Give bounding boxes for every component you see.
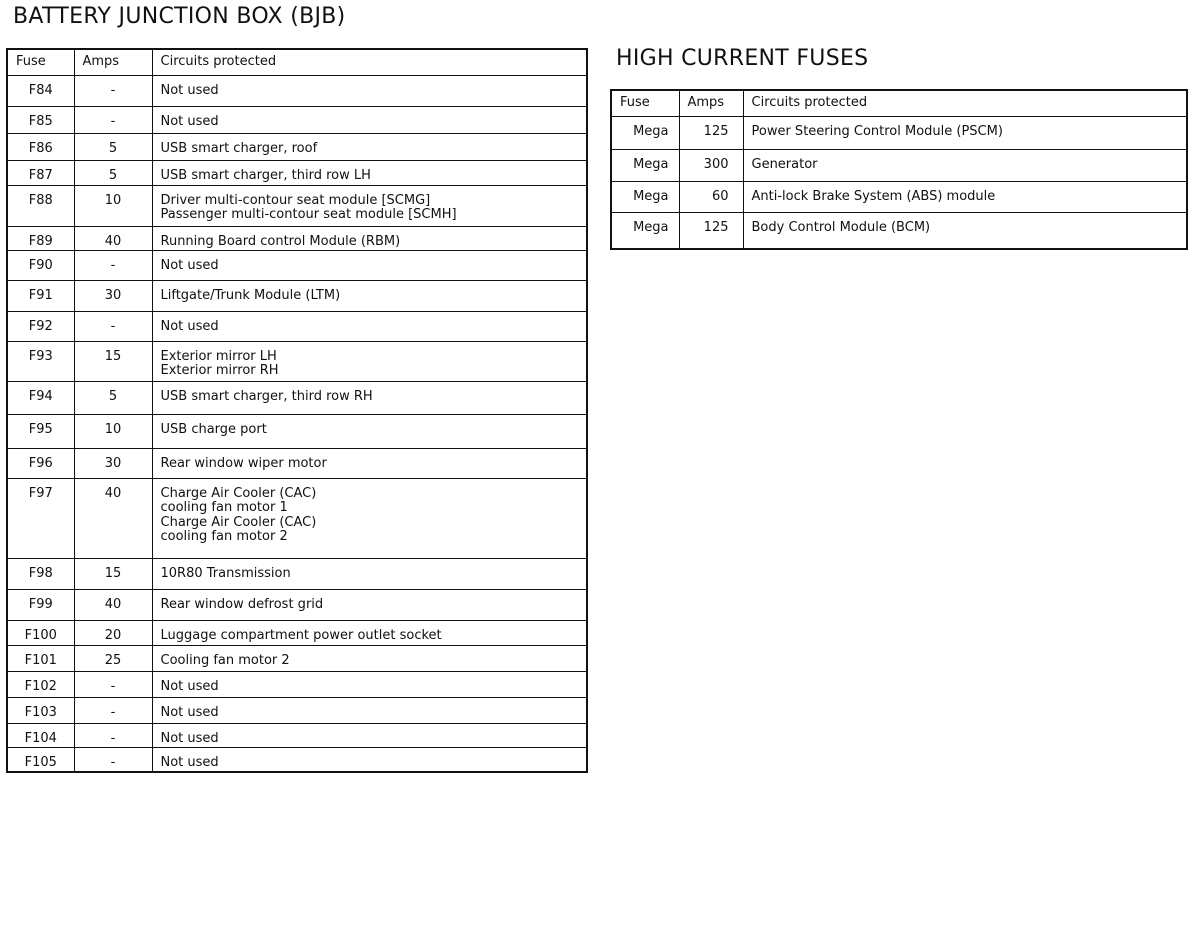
column-header-circuits: Circuits protected <box>152 49 587 75</box>
amps-value: 25 <box>74 645 152 671</box>
bjb-fuse-table <box>6 48 588 773</box>
amps-value: - <box>74 723 152 747</box>
table-row <box>7 620 587 645</box>
high-current-fuse-table <box>610 89 1188 250</box>
circuit-description: Not used <box>152 747 587 772</box>
table-row <box>7 280 587 311</box>
circuit-description: 10R80 Transmission <box>152 558 587 589</box>
fuse-number: F99 <box>7 589 74 620</box>
table-row <box>7 106 587 133</box>
circuit-description: Charge Air Cooler (CAC) cooling fan motor 1 Charge Air Cooler (CAC) cooling fan motor 2 <box>152 478 587 558</box>
fuse-number: Mega <box>611 149 679 181</box>
fuse-number: F86 <box>7 133 74 160</box>
fuse-number: Mega <box>611 116 679 149</box>
fuse-number: F85 <box>7 106 74 133</box>
circuit-description: USB charge port <box>152 414 587 448</box>
amps-value: 20 <box>74 620 152 645</box>
amps-value: 300 <box>679 149 743 181</box>
circuit-description: Not used <box>152 671 587 697</box>
fuse-number: F84 <box>7 75 74 106</box>
table-row <box>7 75 587 106</box>
fuse-number: F94 <box>7 381 74 414</box>
column-header-fuse: Fuse <box>7 49 74 75</box>
table-row <box>7 185 587 226</box>
fuse-number: F91 <box>7 280 74 311</box>
circuit-description: Cooling fan motor 2 <box>152 645 587 671</box>
amps-value: - <box>74 75 152 106</box>
amps-value: 5 <box>74 133 152 160</box>
table-row <box>7 226 587 250</box>
circuit-description: Generator <box>743 149 1187 181</box>
amps-value: 10 <box>74 414 152 448</box>
amps-value: 60 <box>679 181 743 212</box>
fuse-number: F96 <box>7 448 74 478</box>
amps-value: 30 <box>74 448 152 478</box>
fuse-number: F98 <box>7 558 74 589</box>
fuse-number: F103 <box>7 697 74 723</box>
amps-value: 40 <box>74 226 152 250</box>
circuit-description: Liftgate/Trunk Module (LTM) <box>152 280 587 311</box>
circuit-description: Not used <box>152 311 587 341</box>
circuit-description: Luggage compartment power outlet socket <box>152 620 587 645</box>
table-row <box>611 149 1187 181</box>
amps-value: - <box>74 250 152 280</box>
column-header-fuse: Fuse <box>611 90 679 116</box>
circuit-description: Exterior mirror LH Exterior mirror RH <box>152 341 587 381</box>
amps-value: 15 <box>74 341 152 381</box>
fuse-number: F87 <box>7 160 74 185</box>
circuit-description: Not used <box>152 106 587 133</box>
circuit-description: USB smart charger, third row RH <box>152 381 587 414</box>
amps-value: - <box>74 671 152 697</box>
circuit-description: Running Board control Module (RBM) <box>152 226 587 250</box>
fuse-number: F89 <box>7 226 74 250</box>
circuit-description: Driver multi-contour seat module [SCMG] Passenger multi-contour seat module [SCMH] <box>152 185 587 226</box>
fuse-number: F105 <box>7 747 74 772</box>
table-row <box>7 381 587 414</box>
column-header-circuits: Circuits protected <box>743 90 1187 116</box>
table-row <box>611 116 1187 149</box>
amps-value: 40 <box>74 589 152 620</box>
table-row <box>7 558 587 589</box>
table-row <box>7 671 587 697</box>
fuse-number: F88 <box>7 185 74 226</box>
table-row <box>7 341 587 381</box>
table-row <box>7 697 587 723</box>
table-row <box>7 414 587 448</box>
fuse-number: F104 <box>7 723 74 747</box>
amps-value: 125 <box>679 116 743 149</box>
amps-value: - <box>74 106 152 133</box>
fuse-number: F100 <box>7 620 74 645</box>
circuit-description: Body Control Module (BCM) <box>743 212 1187 249</box>
circuit-description: Not used <box>152 75 587 106</box>
fuse-number: F93 <box>7 341 74 381</box>
amps-value: 5 <box>74 160 152 185</box>
fuse-number: F92 <box>7 311 74 341</box>
table-row <box>7 589 587 620</box>
table-row <box>7 133 587 160</box>
circuit-description: Rear window wiper motor <box>152 448 587 478</box>
circuit-description: Not used <box>152 723 587 747</box>
amps-value: - <box>74 697 152 723</box>
amps-value: - <box>74 311 152 341</box>
circuit-description: Anti-lock Brake System (ABS) module <box>743 181 1187 212</box>
column-header-amps: Amps <box>679 90 743 116</box>
table-row <box>611 181 1187 212</box>
amps-value: 10 <box>74 185 152 226</box>
fuse-number: F90 <box>7 250 74 280</box>
table-row <box>7 478 587 558</box>
amps-value: 30 <box>74 280 152 311</box>
table-row <box>7 250 587 280</box>
table-row <box>7 160 587 185</box>
fuse-number: F102 <box>7 671 74 697</box>
high-current-title: HIGH CURRENT FUSES <box>616 46 869 71</box>
amps-value: - <box>74 747 152 772</box>
circuit-description: Power Steering Control Module (PSCM) <box>743 116 1187 149</box>
fuse-number: Mega <box>611 181 679 212</box>
table-row <box>7 723 587 747</box>
amps-value: 15 <box>74 558 152 589</box>
table-row <box>7 645 587 671</box>
circuit-description: Not used <box>152 697 587 723</box>
circuit-description: USB smart charger, third row LH <box>152 160 587 185</box>
table-row <box>7 747 587 772</box>
fuse-number: F95 <box>7 414 74 448</box>
fuse-number: Mega <box>611 212 679 249</box>
table-row <box>7 448 587 478</box>
table-row <box>7 311 587 341</box>
bjb-title: BATTERY JUNCTION BOX (BJB) <box>13 4 346 29</box>
amps-value: 125 <box>679 212 743 249</box>
table-header-row <box>611 90 1187 116</box>
column-header-amps: Amps <box>74 49 152 75</box>
circuit-description: Rear window defrost grid <box>152 589 587 620</box>
table-row <box>611 212 1187 249</box>
fuse-number: F101 <box>7 645 74 671</box>
amps-value: 40 <box>74 478 152 558</box>
circuit-description: USB smart charger, roof <box>152 133 587 160</box>
fuse-number: F97 <box>7 478 74 558</box>
circuit-description: Not used <box>152 250 587 280</box>
table-header-row <box>7 49 587 75</box>
amps-value: 5 <box>74 381 152 414</box>
